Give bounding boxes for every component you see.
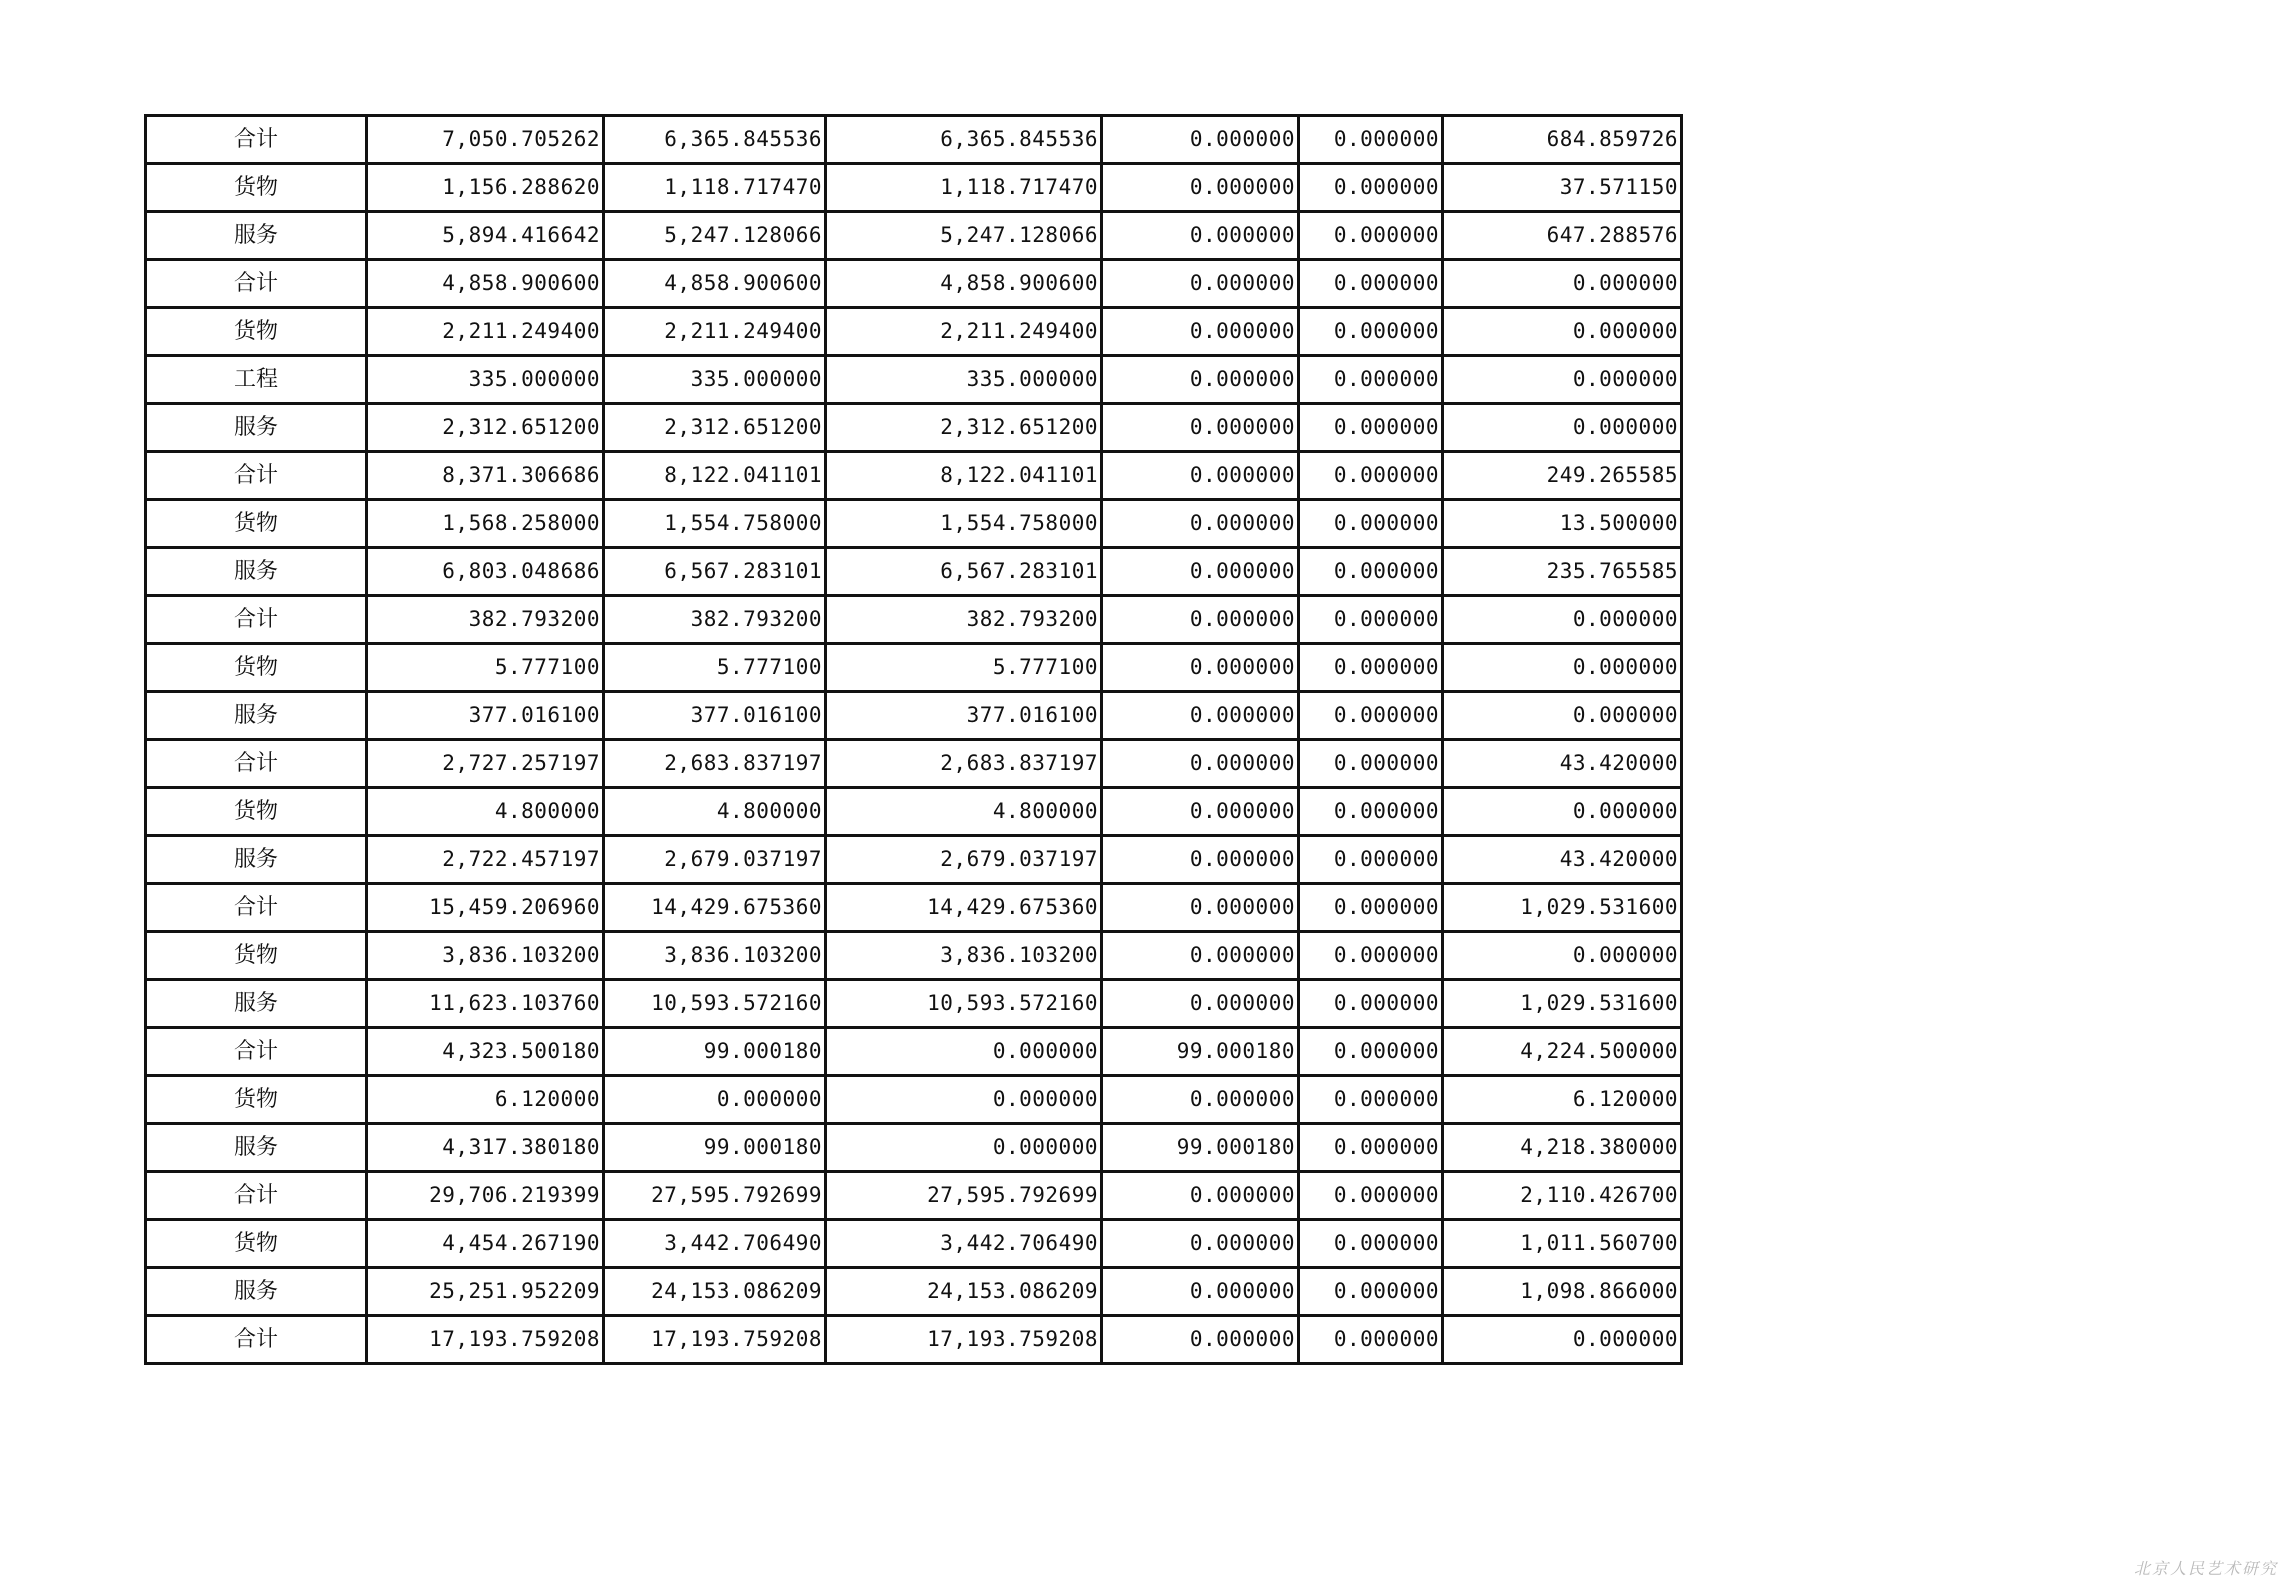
amount-cell: 0.000000 [1102, 1172, 1299, 1220]
category-cell: 服务 [146, 548, 367, 596]
amount-cell: 13.500000 [1443, 500, 1682, 548]
amount-cell: 99.000180 [604, 1028, 826, 1076]
amount-cell: 0.000000 [1299, 788, 1443, 836]
amount-cell: 17,193.759208 [826, 1316, 1102, 1364]
amount-cell: 6.120000 [1443, 1076, 1682, 1124]
watermark-logo: 北京人民艺术研究 [2134, 1559, 2278, 1578]
amount-cell: 5.777100 [826, 644, 1102, 692]
amount-cell: 0.000000 [1102, 1268, 1299, 1316]
amount-cell: 0.000000 [1299, 644, 1443, 692]
amount-cell: 0.000000 [1102, 164, 1299, 212]
amount-cell: 377.016100 [604, 692, 826, 740]
table-row [146, 260, 1682, 308]
category-cell: 货物 [146, 1220, 367, 1268]
amount-cell: 3,836.103200 [367, 932, 604, 980]
amount-cell: 0.000000 [1299, 164, 1443, 212]
table-row [146, 1220, 1682, 1268]
amount-cell: 0.000000 [1299, 1220, 1443, 1268]
amount-cell: 377.016100 [826, 692, 1102, 740]
category-cell: 服务 [146, 1124, 367, 1172]
category-cell: 服务 [146, 980, 367, 1028]
amount-cell: 0.000000 [1299, 932, 1443, 980]
category-cell: 服务 [146, 836, 367, 884]
amount-cell: 0.000000 [1299, 884, 1443, 932]
amount-cell: 24,153.086209 [604, 1268, 826, 1316]
table-row [146, 1316, 1682, 1364]
category-cell: 合计 [146, 596, 367, 644]
amount-cell: 1,554.758000 [604, 500, 826, 548]
table-row [146, 836, 1682, 884]
amount-cell: 0.000000 [1102, 644, 1299, 692]
category-cell: 货物 [146, 1076, 367, 1124]
amount-cell: 0.000000 [1102, 788, 1299, 836]
amount-cell: 2,110.426700 [1443, 1172, 1682, 1220]
amount-cell: 3,836.103200 [826, 932, 1102, 980]
amount-cell: 0.000000 [1299, 1172, 1443, 1220]
amount-cell: 2,312.651200 [367, 404, 604, 452]
amount-cell: 4,858.900600 [826, 260, 1102, 308]
table-row [146, 1268, 1682, 1316]
amount-cell: 4.800000 [367, 788, 604, 836]
amount-cell: 0.000000 [1299, 836, 1443, 884]
amount-cell: 1,011.560700 [1443, 1220, 1682, 1268]
amount-cell: 0.000000 [1102, 596, 1299, 644]
amount-cell: 99.000180 [1102, 1124, 1299, 1172]
amount-cell: 1,554.758000 [826, 500, 1102, 548]
amount-cell: 249.265585 [1443, 452, 1682, 500]
amount-cell: 6,803.048686 [367, 548, 604, 596]
amount-cell: 0.000000 [1443, 644, 1682, 692]
amount-cell: 7,050.705262 [367, 116, 604, 164]
table-row [146, 1076, 1682, 1124]
amount-cell: 4,454.267190 [367, 1220, 604, 1268]
table-row [146, 500, 1682, 548]
amount-cell: 0.000000 [1102, 836, 1299, 884]
amount-cell: 6,365.845536 [826, 116, 1102, 164]
amount-cell: 37.571150 [1443, 164, 1682, 212]
amount-cell: 2,211.249400 [826, 308, 1102, 356]
amount-cell: 29,706.219399 [367, 1172, 604, 1220]
amount-cell: 0.000000 [1443, 260, 1682, 308]
amount-cell: 2,312.651200 [826, 404, 1102, 452]
amount-cell: 3,442.706490 [826, 1220, 1102, 1268]
amount-cell: 0.000000 [1102, 692, 1299, 740]
table-row [146, 596, 1682, 644]
amount-cell: 0.000000 [1299, 308, 1443, 356]
amount-cell: 335.000000 [604, 356, 826, 404]
amount-cell: 2,727.257197 [367, 740, 604, 788]
amount-cell: 8,371.306686 [367, 452, 604, 500]
amount-cell: 377.016100 [367, 692, 604, 740]
amount-cell: 0.000000 [1102, 1076, 1299, 1124]
amount-cell: 6,567.283101 [604, 548, 826, 596]
table-row [146, 740, 1682, 788]
amount-cell: 0.000000 [1102, 356, 1299, 404]
amount-cell: 1,029.531600 [1443, 884, 1682, 932]
amount-cell: 0.000000 [1299, 548, 1443, 596]
category-cell: 货物 [146, 932, 367, 980]
amount-cell: 99.000180 [604, 1124, 826, 1172]
amount-cell: 4.800000 [604, 788, 826, 836]
amount-cell: 0.000000 [1102, 260, 1299, 308]
table-body [146, 116, 1682, 1364]
amount-cell: 382.793200 [604, 596, 826, 644]
amount-cell: 0.000000 [1299, 1316, 1443, 1364]
table-row [146, 356, 1682, 404]
amount-cell: 27,595.792699 [604, 1172, 826, 1220]
amount-cell: 17,193.759208 [604, 1316, 826, 1364]
amount-cell: 0.000000 [1102, 308, 1299, 356]
amount-cell: 335.000000 [826, 356, 1102, 404]
amount-cell: 11,623.103760 [367, 980, 604, 1028]
amount-cell: 43.420000 [1443, 740, 1682, 788]
amount-cell: 2,211.249400 [604, 308, 826, 356]
amount-cell: 2,679.037197 [826, 836, 1102, 884]
amount-cell: 4,323.500180 [367, 1028, 604, 1076]
amount-cell: 17,193.759208 [367, 1316, 604, 1364]
amount-cell: 4,317.380180 [367, 1124, 604, 1172]
amount-cell: 15,459.206960 [367, 884, 604, 932]
amount-cell: 10,593.572160 [604, 980, 826, 1028]
amount-cell: 0.000000 [1102, 548, 1299, 596]
amount-cell: 0.000000 [1299, 260, 1443, 308]
budget-data-table [144, 114, 1683, 1365]
amount-cell: 0.000000 [1299, 596, 1443, 644]
category-cell: 合计 [146, 260, 367, 308]
amount-cell: 6.120000 [367, 1076, 604, 1124]
category-cell: 合计 [146, 452, 367, 500]
table-row [146, 644, 1682, 692]
amount-cell: 0.000000 [826, 1028, 1102, 1076]
table-row [146, 116, 1682, 164]
category-cell: 服务 [146, 1268, 367, 1316]
category-cell: 货物 [146, 164, 367, 212]
category-cell: 货物 [146, 500, 367, 548]
amount-cell: 4,858.900600 [604, 260, 826, 308]
amount-cell: 1,156.288620 [367, 164, 604, 212]
amount-cell: 235.765585 [1443, 548, 1682, 596]
amount-cell: 0.000000 [1299, 1076, 1443, 1124]
amount-cell: 1,098.866000 [1443, 1268, 1682, 1316]
amount-cell: 0.000000 [1299, 1124, 1443, 1172]
table-row [146, 692, 1682, 740]
category-cell: 货物 [146, 788, 367, 836]
amount-cell: 4,224.500000 [1443, 1028, 1682, 1076]
amount-cell: 5.777100 [367, 644, 604, 692]
amount-cell: 1,029.531600 [1443, 980, 1682, 1028]
amount-cell: 0.000000 [604, 1076, 826, 1124]
amount-cell: 2,722.457197 [367, 836, 604, 884]
amount-cell: 5.777100 [604, 644, 826, 692]
amount-cell: 0.000000 [1299, 500, 1443, 548]
amount-cell: 0.000000 [1299, 740, 1443, 788]
table-row [146, 980, 1682, 1028]
amount-cell: 6,567.283101 [826, 548, 1102, 596]
category-cell: 合计 [146, 740, 367, 788]
table-row [146, 548, 1682, 596]
amount-cell: 14,429.675360 [826, 884, 1102, 932]
amount-cell: 0.000000 [1102, 1220, 1299, 1268]
amount-cell: 0.000000 [1443, 932, 1682, 980]
category-cell: 合计 [146, 1316, 367, 1364]
amount-cell: 8,122.041101 [826, 452, 1102, 500]
table-row [146, 452, 1682, 500]
amount-cell: 14,429.675360 [604, 884, 826, 932]
amount-cell: 0.000000 [1102, 452, 1299, 500]
table-row [146, 308, 1682, 356]
amount-cell: 27,595.792699 [826, 1172, 1102, 1220]
category-cell: 合计 [146, 116, 367, 164]
amount-cell: 5,247.128066 [826, 212, 1102, 260]
table-row [146, 1172, 1682, 1220]
amount-cell: 2,312.651200 [604, 404, 826, 452]
table-row [146, 404, 1682, 452]
amount-cell: 0.000000 [1299, 404, 1443, 452]
amount-cell: 382.793200 [367, 596, 604, 644]
amount-cell: 2,211.249400 [367, 308, 604, 356]
amount-cell: 335.000000 [367, 356, 604, 404]
amount-cell: 6,365.845536 [604, 116, 826, 164]
amount-cell: 0.000000 [1299, 452, 1443, 500]
category-cell: 合计 [146, 884, 367, 932]
table-row [146, 932, 1682, 980]
category-cell: 服务 [146, 212, 367, 260]
amount-cell: 382.793200 [826, 596, 1102, 644]
amount-cell: 24,153.086209 [826, 1268, 1102, 1316]
amount-cell: 0.000000 [1299, 692, 1443, 740]
amount-cell: 43.420000 [1443, 836, 1682, 884]
amount-cell: 0.000000 [1102, 884, 1299, 932]
amount-cell: 0.000000 [1443, 308, 1682, 356]
amount-cell: 0.000000 [826, 1076, 1102, 1124]
table-row [146, 164, 1682, 212]
amount-cell: 4,218.380000 [1443, 1124, 1682, 1172]
table-row [146, 788, 1682, 836]
amount-cell: 0.000000 [1299, 1028, 1443, 1076]
amount-cell: 2,683.837197 [826, 740, 1102, 788]
amount-cell: 5,247.128066 [604, 212, 826, 260]
amount-cell: 0.000000 [1102, 212, 1299, 260]
amount-cell: 0.000000 [1102, 932, 1299, 980]
table-row [146, 1124, 1682, 1172]
amount-cell: 0.000000 [1299, 980, 1443, 1028]
amount-cell: 5,894.416642 [367, 212, 604, 260]
amount-cell: 0.000000 [1102, 980, 1299, 1028]
amount-cell: 0.000000 [1443, 692, 1682, 740]
amount-cell: 0.000000 [1102, 1316, 1299, 1364]
amount-cell: 0.000000 [1102, 500, 1299, 548]
amount-cell: 3,836.103200 [604, 932, 826, 980]
amount-cell: 0.000000 [1299, 116, 1443, 164]
amount-cell: 4,858.900600 [367, 260, 604, 308]
amount-cell: 0.000000 [1443, 356, 1682, 404]
amount-cell: 1,118.717470 [826, 164, 1102, 212]
amount-cell: 25,251.952209 [367, 1268, 604, 1316]
amount-cell: 0.000000 [1102, 116, 1299, 164]
amount-cell: 10,593.572160 [826, 980, 1102, 1028]
amount-cell: 2,683.837197 [604, 740, 826, 788]
amount-cell: 0.000000 [1443, 404, 1682, 452]
category-cell: 货物 [146, 308, 367, 356]
amount-cell: 0.000000 [826, 1124, 1102, 1172]
amount-cell: 8,122.041101 [604, 452, 826, 500]
table-row [146, 212, 1682, 260]
amount-cell: 2,679.037197 [604, 836, 826, 884]
amount-cell: 0.000000 [1443, 596, 1682, 644]
amount-cell: 3,442.706490 [604, 1220, 826, 1268]
amount-cell: 0.000000 [1299, 1268, 1443, 1316]
category-cell: 货物 [146, 644, 367, 692]
amount-cell: 4.800000 [826, 788, 1102, 836]
category-cell: 服务 [146, 404, 367, 452]
amount-cell: 1,568.258000 [367, 500, 604, 548]
amount-cell: 684.859726 [1443, 116, 1682, 164]
amount-cell: 1,118.717470 [604, 164, 826, 212]
category-cell: 工程 [146, 356, 367, 404]
table-row [146, 1028, 1682, 1076]
amount-cell: 0.000000 [1102, 404, 1299, 452]
table-row [146, 884, 1682, 932]
category-cell: 合计 [146, 1172, 367, 1220]
amount-cell: 0.000000 [1102, 740, 1299, 788]
amount-cell: 0.000000 [1443, 788, 1682, 836]
category-cell: 服务 [146, 692, 367, 740]
category-cell: 合计 [146, 1028, 367, 1076]
amount-cell: 0.000000 [1443, 1316, 1682, 1364]
amount-cell: 99.000180 [1102, 1028, 1299, 1076]
amount-cell: 0.000000 [1299, 356, 1443, 404]
amount-cell: 0.000000 [1299, 212, 1443, 260]
amount-cell: 647.288576 [1443, 212, 1682, 260]
